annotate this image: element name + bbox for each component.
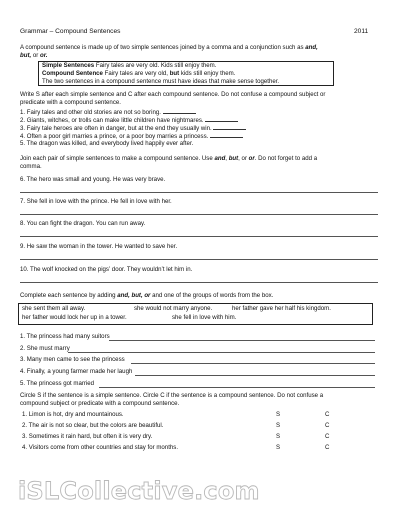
answer-line[interactable] <box>68 352 375 353</box>
answer-line[interactable] <box>99 387 375 388</box>
word-box-option: she sent them all away. <box>22 305 86 312</box>
word-box-option: her father gave her half his kingdom. <box>232 305 331 312</box>
section2-instruction: Join each pair of simple sentences to make a compound sentence. Use and, but, or or. Do not forget to add a <box>20 155 318 162</box>
compound-label: Compound Sentence <box>42 70 103 77</box>
intro-or-word: or <box>32 52 39 59</box>
answer-line[interactable] <box>109 340 375 341</box>
s1-item-text: 5. The dragon was killed, and everybody lived happily ever after. <box>20 140 194 147</box>
choice-s[interactable]: S <box>276 411 281 418</box>
answer-line[interactable] <box>20 192 378 193</box>
choice-c[interactable]: C <box>325 433 330 440</box>
word-box-option: she fell in love with him. <box>172 314 237 321</box>
s3-instr-words: and, but, or <box>117 292 151 299</box>
section1-instruction-2: predicate with a compound sentence. <box>20 99 121 106</box>
s2-item: 6. The hero was small and young. He was very brave. <box>20 176 166 183</box>
s3-item: 2. She must marry <box>20 345 70 352</box>
worksheet-year: 2011 <box>354 28 369 35</box>
choice-c[interactable]: C <box>325 411 330 418</box>
compound-text-a: Fairy tales are very old, <box>102 70 168 77</box>
intro-but: but, <box>20 52 32 59</box>
s4-item-text: 4. Visitors come from other countries and stay for months. <box>22 444 179 451</box>
answer-line[interactable] <box>20 282 378 283</box>
choice-c[interactable]: C <box>325 422 330 429</box>
s2-or: or <box>248 155 255 162</box>
intro-text: A compound sentence is made up of two simple sentences joined by a comma and a conjunction such as <box>20 44 304 51</box>
intro-line <box>20 44 318 52</box>
watermark-logo: iSLCollective.com <box>18 477 260 505</box>
s1-item <box>20 140 193 148</box>
s3-instr-a: Complete each sentence by adding <box>20 292 116 299</box>
compound-text-b: kids still enjoy them. <box>179 70 236 77</box>
answer-blank[interactable] <box>205 116 238 122</box>
intro-and: and, <box>305 44 318 51</box>
worksheet-title: Grammar – Compound Sentences <box>20 28 121 35</box>
s2-and: and <box>214 155 226 162</box>
intro-line-2 <box>20 52 47 60</box>
answer-line[interactable] <box>20 236 378 237</box>
s2-instr-b: . Do not forget to add a <box>254 155 318 162</box>
s1-item-text: 2. Giants, witches, or trolls can make little children have nightmares. <box>20 117 204 124</box>
section4-instruction: Circle S if the sentence is a simple sentence. Circle C if the sentence is a compound sentence. Do not confuse a <box>20 392 324 399</box>
s3-item: 1. The princess had many suitors <box>20 333 110 340</box>
s1-item-text: 4. Often a poor girl marries a prince, or a poor boy marries a princess. <box>20 133 209 140</box>
section1-instruction: Write S after each simple sentence and C after each compound sentence. Do not confuse a compound subject or <box>20 91 326 98</box>
s2-item: 7. She fell in love with the prince. He fell in love with her. <box>20 198 172 205</box>
answer-line[interactable] <box>131 363 375 364</box>
s4-item-text: 1. Limon is hot, dry and mountainous. <box>22 411 124 418</box>
s2-but: but <box>228 155 239 162</box>
s3-instr-b: and one of the groups of words from the box. <box>152 292 274 299</box>
simple-label: Simple Sentences <box>42 62 95 69</box>
s3-item: 3. Many men came to see the princess <box>20 356 125 363</box>
compound-but: but <box>169 70 180 77</box>
section3-instruction <box>20 292 273 300</box>
definition-note: The two sentences in a compound sentence must have ideas that make sense together. <box>42 78 280 85</box>
compound-sentence-line <box>42 70 235 78</box>
simple-text: Fairy tales are very old. Kids still enjoy them. <box>94 62 217 69</box>
word-box-option: she would not marry anyone. <box>134 305 213 312</box>
choice-s[interactable]: S <box>276 433 281 440</box>
s4-item-text: 3. Sometimes it rain hard, but often it is very dry. <box>22 433 153 440</box>
s3-item: 5. The princess got married <box>20 380 95 387</box>
simple-sentences-line <box>42 62 216 70</box>
answer-line[interactable] <box>20 214 378 215</box>
answer-blank[interactable] <box>213 124 246 130</box>
choice-s[interactable]: S <box>276 422 281 429</box>
s1-item-text: 3. Fairy tale heroes are often in danger, but at the end they usually win. <box>20 125 212 132</box>
s1-item-text: 1. Fairy tales and other old stories are not so boring. <box>20 109 161 116</box>
s4-item-text: 2. The air is not so clear, but the colors are beautiful. <box>22 422 164 429</box>
s2-item: 10. The wolf knocked on the pigs’ door. They wouldn’t let him in. <box>20 266 193 273</box>
section4-instruction-2: compound subject or predicate with a compound sentence. <box>20 400 180 407</box>
choice-s[interactable]: S <box>276 444 281 451</box>
s3-item: 4. Finally, a young farmer made her laugh <box>20 368 133 375</box>
s2-instr-a: Join each pair of simple sentences to make a compound sentence. Use <box>20 155 213 162</box>
answer-blank[interactable] <box>210 132 243 138</box>
section2-instruction-2: comma. <box>20 163 42 170</box>
answer-blank[interactable] <box>163 108 196 114</box>
intro-or: or. <box>40 52 48 59</box>
answer-line[interactable] <box>20 259 378 260</box>
choice-c[interactable]: C <box>325 444 330 451</box>
answer-line[interactable] <box>135 375 375 376</box>
s2-item: 9. He saw the woman in the tower. He wanted to save her. <box>20 243 178 250</box>
word-box-option: her father would lock her up in a tower. <box>22 314 127 321</box>
s2-item: 8. You can fight the dragon. You can run away. <box>20 220 146 227</box>
